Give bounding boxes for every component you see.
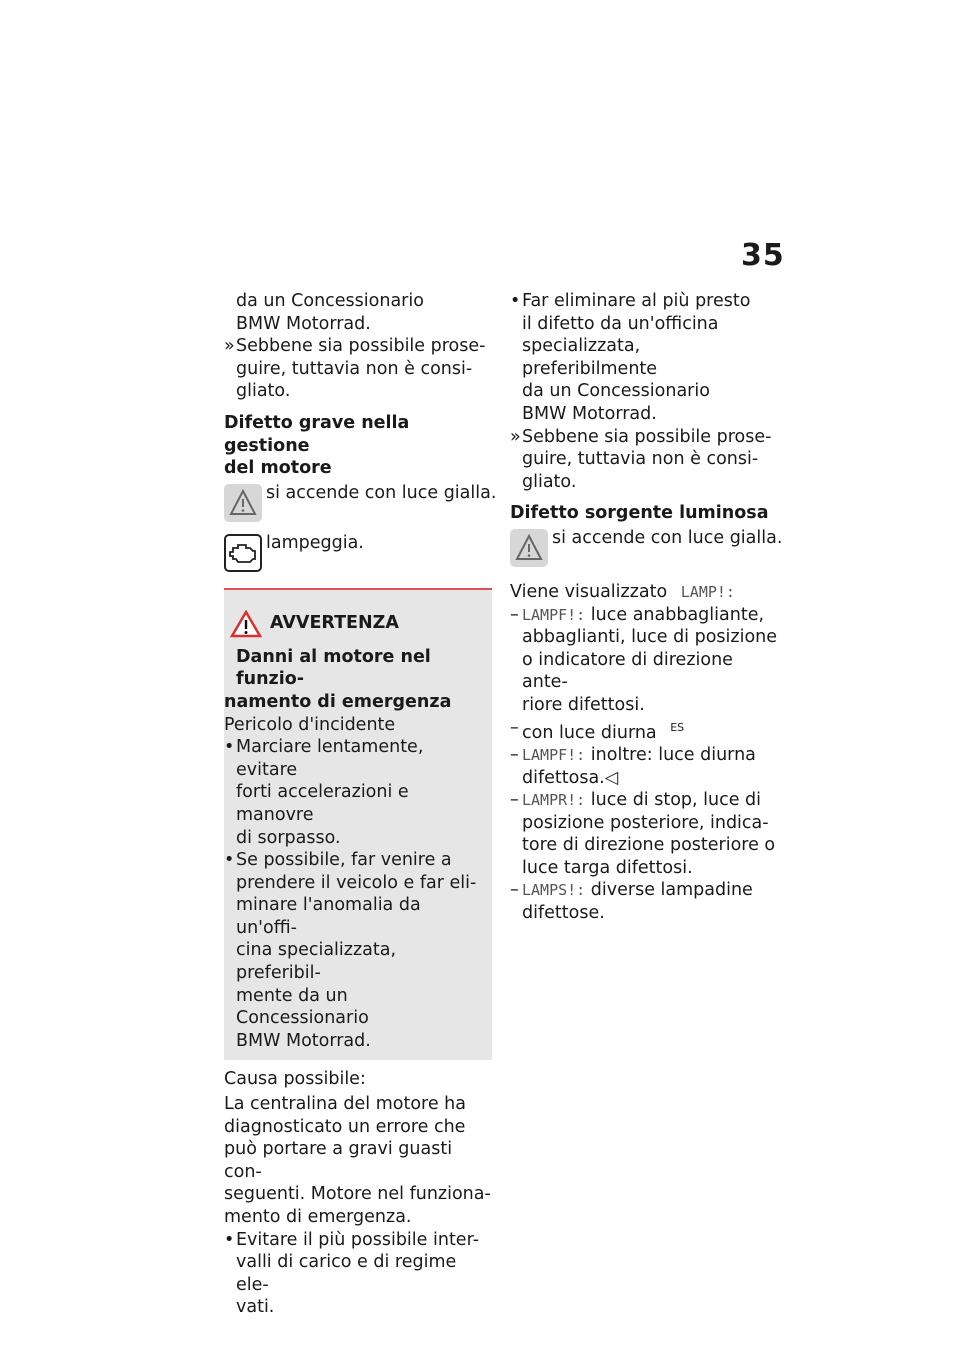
engine-light-row: [224, 532, 492, 580]
general-warning-icon: [510, 529, 548, 567]
lamp-item-2: – con luce diurna $^{ES}$: [510, 717, 685, 743]
heading-lamp-fault: Difetto sorgente luminosa: [510, 503, 769, 524]
action-bullet-2: • Far eliminare al più presto il difetto da un'officina specializzata, preferibilmente da un Concessionario BMW Motorrad.: [510, 291, 751, 424]
note-arrow-icon: »: [224, 336, 235, 357]
page-number: 35: [741, 238, 785, 273]
warning-bullet-1: • Marciare lentamente, evitare forti accelerazioni e manovre di sorpasso.: [224, 737, 424, 848]
warning-bullet-2: • Se possibile, far venire a prendere il veicolo e far eli- minare l'anomalia da un'offi- cina specializzata, preferibil- mente da un Concessionario BMW Motorrad.: [224, 850, 477, 1051]
display-code: LAMP!:: [680, 582, 735, 601]
lamp-warning-text: si accende con luce gialla.: [552, 527, 783, 548]
engine-light-text: lampeggia.: [266, 532, 364, 553]
note-1: » Sebbene sia possibile prose- guire, tuttavia non è consi- gliato.: [224, 336, 486, 402]
lamp-warning-row: [510, 527, 783, 575]
intro-text: da un Concessionario BMW Motorrad.: [236, 291, 424, 334]
lamp-item-4: – LAMPR!: luce di stop, luce di posizione posteriore, indica- tore di direzione posteriore o luce targa difettosi.: [510, 790, 776, 878]
cause-text: La centralina del motore ha diagnosticato un errore che può portare a gravi guasti con- seguenti. Motore nel funziona- mento di emergenza.: [224, 1094, 491, 1227]
warning-title: AVVERTENZA: [270, 613, 399, 634]
general-warning-icon: [224, 484, 262, 522]
warning-risk: Pericolo d'incidente: [224, 714, 396, 735]
heading-engine-fault: Difetto grave nella gestione del motore: [224, 412, 410, 479]
lamp-item-5: – LAMPS!: diverse lampadine difettose.: [510, 880, 753, 924]
column-left: [224, 290, 497, 1319]
lamp-item-3: – LAMPF!: inoltre: luce diurna difettosa.◁: [510, 744, 756, 788]
warning-subtitle: Danni al motore nel funzio-: [236, 646, 431, 690]
engine-icon: [224, 534, 262, 572]
warning-light-text: si accende con luce gialla.: [266, 482, 497, 503]
shown-line: Viene visualizzato LAMP!:: [510, 581, 735, 602]
warning-triangle-icon: [230, 610, 262, 638]
action-bullet: • Evitare il più possibile inter- valli di carico e di regime ele- vati.: [224, 1229, 479, 1318]
note-2: » Sebbene sia possibile prose- guire, tuttavia non è consi- gliato.: [510, 426, 772, 492]
column-right: [510, 290, 783, 925]
warning-box: AVVERTENZA Danni al motore nel funzio- namento di emergenza Pericolo d'incidente • Marciare lentamente, evitare forti accelerazioni e manovre di sorpasso. • Se possibile, far venire a prendere il veicolo e far eli- minare l'anomalia da un'offi- cina specializzata, preferibil- mente da un Concessionario BMW Motorrad.: [224, 588, 492, 1061]
warning-header: [230, 610, 486, 638]
note-arrow-icon: »: [510, 426, 521, 447]
warning-light-row: [224, 482, 497, 530]
cause-label: Causa possibile:: [224, 1069, 366, 1090]
lamp-item-1: – LAMPF!: luce anabbagliante, abbaglianti, luce di posizione o indicatore di direzione ante- riore difettosi.: [510, 604, 778, 715]
